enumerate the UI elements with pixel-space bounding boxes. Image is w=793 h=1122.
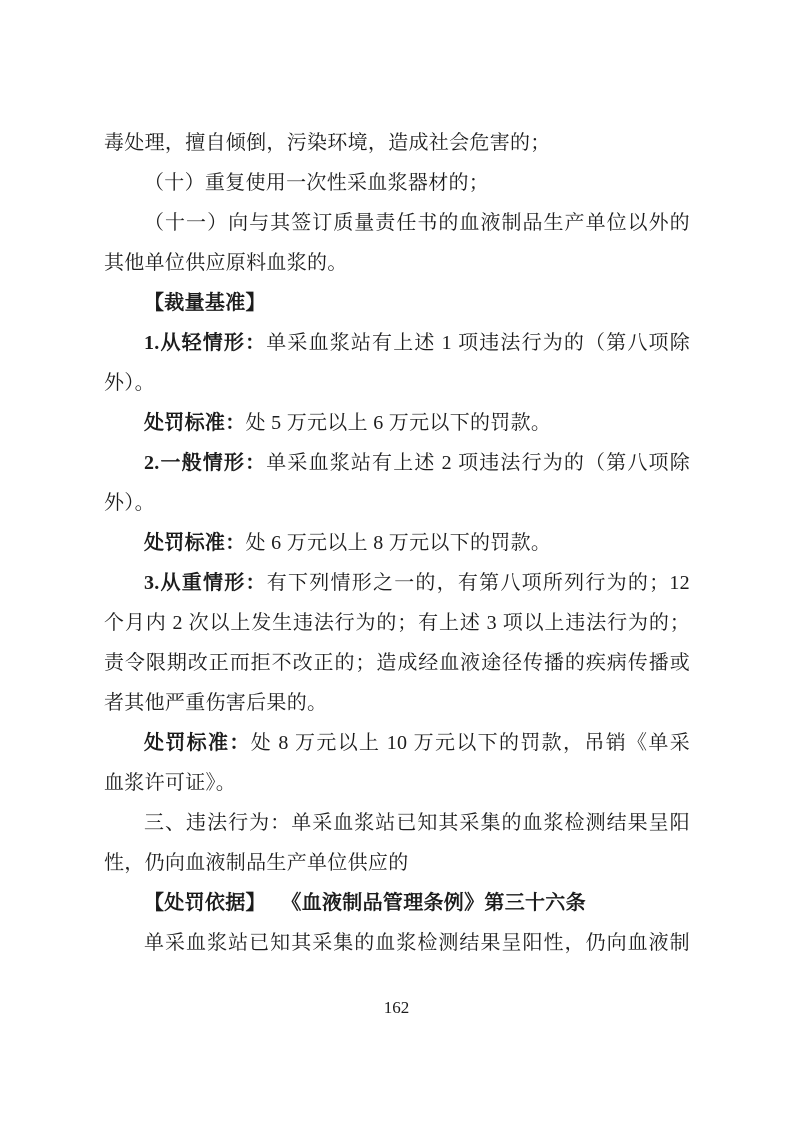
text-run-bold: 【裁量基准】 xyxy=(144,292,266,314)
text-line xyxy=(104,803,690,843)
text-run-bold: 处罚标准： xyxy=(144,412,246,434)
text-run: 其他单位供应原料血浆的。 xyxy=(104,252,348,274)
text-line xyxy=(104,323,690,363)
text-line xyxy=(104,283,690,323)
text-run: 个月内 2 次以上发生违法行为的；有上述 3 项以上违法行为的； xyxy=(104,612,690,634)
text-line xyxy=(104,563,690,603)
text-run: 单采血浆站有上述 2 项违法行为的（第八项除 xyxy=(266,452,690,474)
text-run: 单采血浆站有上述 1 项违法行为的（第八项除 xyxy=(266,332,690,354)
text-run: （十一）向与其签订质量责任书的血液制品生产单位以外的 xyxy=(144,212,690,234)
text-line xyxy=(104,683,690,723)
text-line xyxy=(104,643,690,683)
text-run: 外）。 xyxy=(104,492,155,514)
page-number: 162 xyxy=(383,998,410,1017)
page-footer xyxy=(0,997,793,1019)
text-line xyxy=(104,763,690,803)
text-run-bold: 处罚标准： xyxy=(144,732,251,754)
text-run: 单采血浆站已知其采集的血浆检测结果呈阳性，仍向血液制 xyxy=(144,932,690,954)
text-line xyxy=(104,523,690,563)
text-line xyxy=(104,443,690,483)
text-line xyxy=(104,363,690,403)
text-run: 责令限期改正而拒不改正的；造成经血液途径传播的疾病传播或 xyxy=(104,652,690,674)
text-run: 处 8 万元以上 10 万元以下的罚款，吊销《单采 xyxy=(250,732,691,754)
text-run: 三、违法行为：单采血浆站已知其采集的血浆检测结果呈阳 xyxy=(144,812,690,834)
text-line xyxy=(104,243,690,283)
text-run: 血浆许可证》。 xyxy=(104,772,237,794)
text-line xyxy=(104,923,690,963)
text-line xyxy=(104,163,690,203)
text-line xyxy=(104,483,690,523)
text-run-bold: 2.一般情形： xyxy=(144,452,267,474)
text-line xyxy=(104,603,690,643)
text-line xyxy=(104,123,690,163)
text-run-bold: 【处罚依据】 《血液制品管理条例》第三十六条 xyxy=(144,892,586,914)
text-run: 有下列情形之一的，有第八项所列行为的；12 xyxy=(266,572,690,594)
text-line xyxy=(104,843,690,883)
document-body xyxy=(104,123,690,963)
text-run-bold: 3.从重情形： xyxy=(144,572,267,594)
text-run-bold: 1.从轻情形： xyxy=(144,332,267,354)
text-run: 处 5 万元以上 6 万元以下的罚款。 xyxy=(245,412,552,434)
text-run: （十）重复使用一次性采血浆器材的； xyxy=(144,172,490,194)
text-run-bold: 处罚标准： xyxy=(144,532,246,554)
text-line xyxy=(104,723,690,763)
text-line xyxy=(104,883,690,923)
text-run: 者其他严重伤害后果的。 xyxy=(104,692,328,714)
text-run: 处 6 万元以上 8 万元以下的罚款。 xyxy=(245,532,552,554)
text-run: 毒处理，擅自倾倒，污染环境，造成社会危害的； xyxy=(104,132,551,154)
text-run: 性，仍向血液制品生产单位供应的 xyxy=(104,852,409,874)
text-line xyxy=(104,203,690,243)
text-line xyxy=(104,403,690,443)
text-run: 外）。 xyxy=(104,372,155,394)
